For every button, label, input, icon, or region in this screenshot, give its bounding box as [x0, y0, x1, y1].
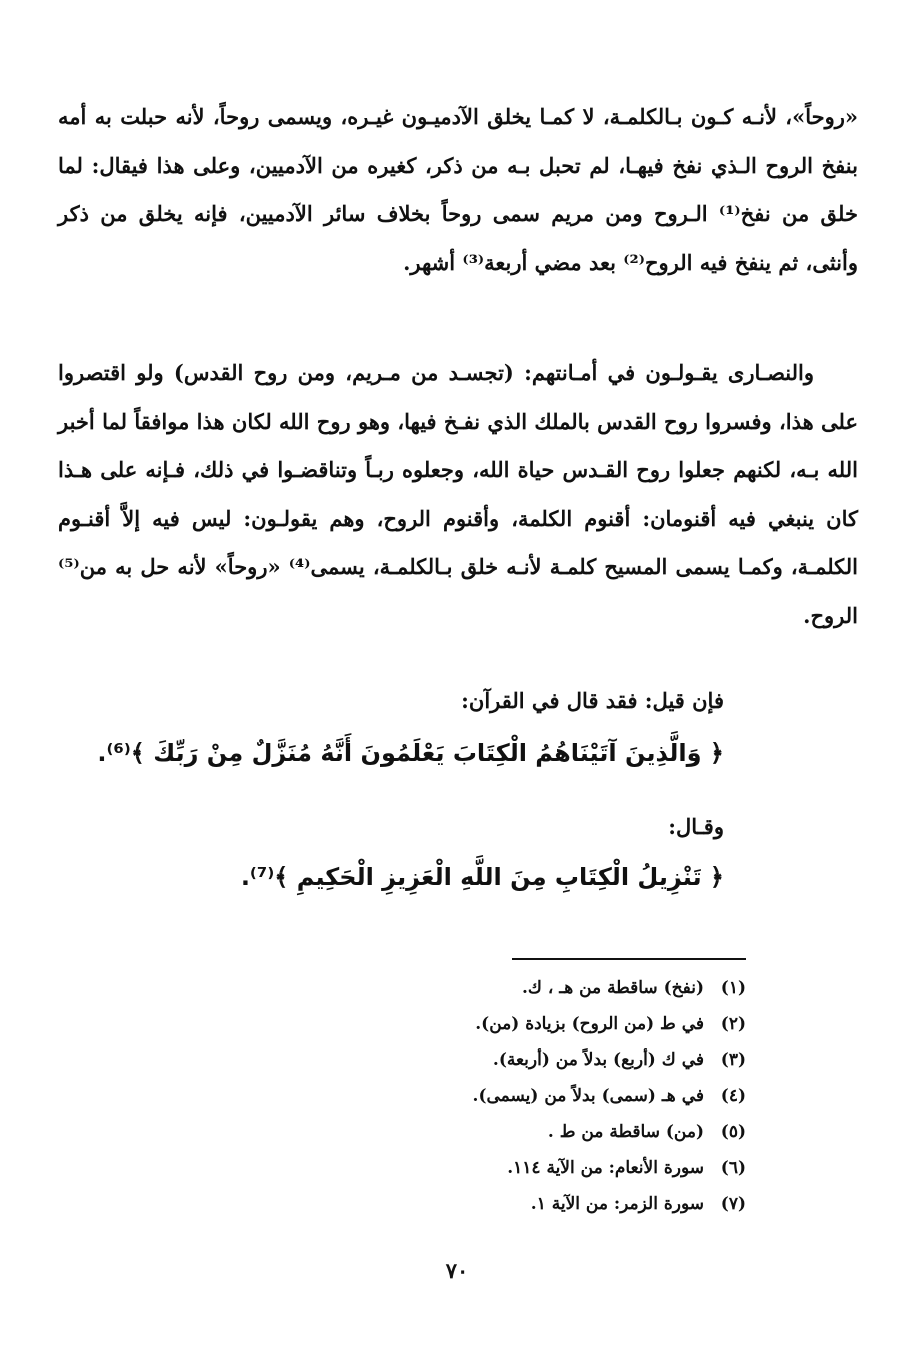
footnote-text: (من) ساقطة من ط . — [547, 1122, 704, 1142]
footnote-text: (نفخ) ساقطة من هـ ، ك. — [521, 978, 704, 998]
paragraph-1: «روحاً»، لأنـه كـون بـالكلمـة، لا كمـا يخلق الآدميـون غيـره، ويسمى روحاً، لأنه حبلت به أمه بنفخ الروح الـذي نفخ فيهـا، لم تحبل بـه من ذكر، كغيره من الآدميين، وعلى هذا فيقال: لما خلق من نفخ⁽¹⁾ الـروح ومن مريم سمى روحاً بخلاف سائر الآدميين، فإنه يخلق من ذكر وأنثى، ثم ينفخ فيه الروح⁽²⁾ بعد مضي أربعة⁽³⁾ أشهر. — [58, 104, 858, 275]
paragraph-2: والنصـارى يقـولـون في أمـانتهم: (تجسـد من مـريم، ومن روح القدس) ولو اقتصروا على هذا، وفسروا روح القدس بالملك الذي نفـخ فيها، وهو روح الله لكان هذا موافقاً لما أخبر الله بـه، لكنهم جعلوا روح القـدس حياة الله، وجعلوه ربـاً وتناقضـوا في ذلك، فـإنه على هـذا كان ينبغي فيه أقنومان: أقنوم الكلمة، وأقنوم الروح، وهم يقولـون: ليس فيه إلاَّ أقنـوم الكلمـة، وكمـا يسمى المسيح كلمـة لأنـه خلق بـالكلمـة، يسمى⁽⁴⁾ «روحاً» لأنه حل به من⁽⁵⁾ الروح. — [58, 360, 859, 628]
footnote-item — [226, 1186, 746, 1222]
footnote-number: (٢) — [720, 1014, 746, 1034]
footnote-number: (١) — [720, 978, 746, 998]
footnote-item — [226, 1042, 746, 1078]
quran-verse-1-text: ﴿ وَالَّذِينَ آتَيْنَاهُمُ الْكِتَابَ يَعْلَمُونَ أَنَّهُ مُنَزَّلٌ مِنْ رَبِّكَ ﴾⁽⁶⁾. — [97, 739, 724, 767]
footnote-text: في ط (من الروح) بزيادة (من). — [475, 1014, 704, 1034]
footnote-text: سورة الزمر: من الآية ١. — [530, 1194, 704, 1214]
footnote-number: (٥) — [720, 1122, 746, 1142]
footnote-item — [226, 970, 746, 1006]
footnotes-list — [226, 970, 746, 1222]
quran-verse-2-text: ﴿ تَنْزِيلُ الْكِتَابِ مِنَ اللَّهِ الْعَزِيزِ الْحَكِيمِ ﴾⁽⁷⁾. — [240, 863, 724, 891]
footnote-item — [226, 1150, 746, 1186]
quote-intro-2: وقـال: — [668, 814, 724, 839]
page-number: ٧٠ — [445, 1258, 469, 1283]
footnote-item — [226, 1114, 746, 1150]
quran-verse-2 — [24, 862, 724, 891]
footnote-item — [226, 1078, 746, 1114]
footnote-item — [226, 1006, 746, 1042]
footnote-divider — [512, 958, 746, 960]
footnote-text: سورة الأنعام: من الآية ١١٤. — [507, 1158, 704, 1178]
footnote-number: (٤) — [720, 1086, 746, 1106]
quote-intro-1: فإن قيل: فقد قال في القرآن: — [461, 688, 724, 713]
quran-verse-1 — [24, 738, 724, 767]
footnote-number: (٧) — [720, 1194, 746, 1214]
footnote-text: في ك (أربع) بدلاً من (أربعة). — [492, 1050, 704, 1070]
footnote-number: (٣) — [720, 1050, 746, 1070]
footnote-number: (٦) — [720, 1158, 746, 1178]
footnote-text: في هـ (سمى) بدلاً من (يسمى). — [472, 1086, 704, 1106]
